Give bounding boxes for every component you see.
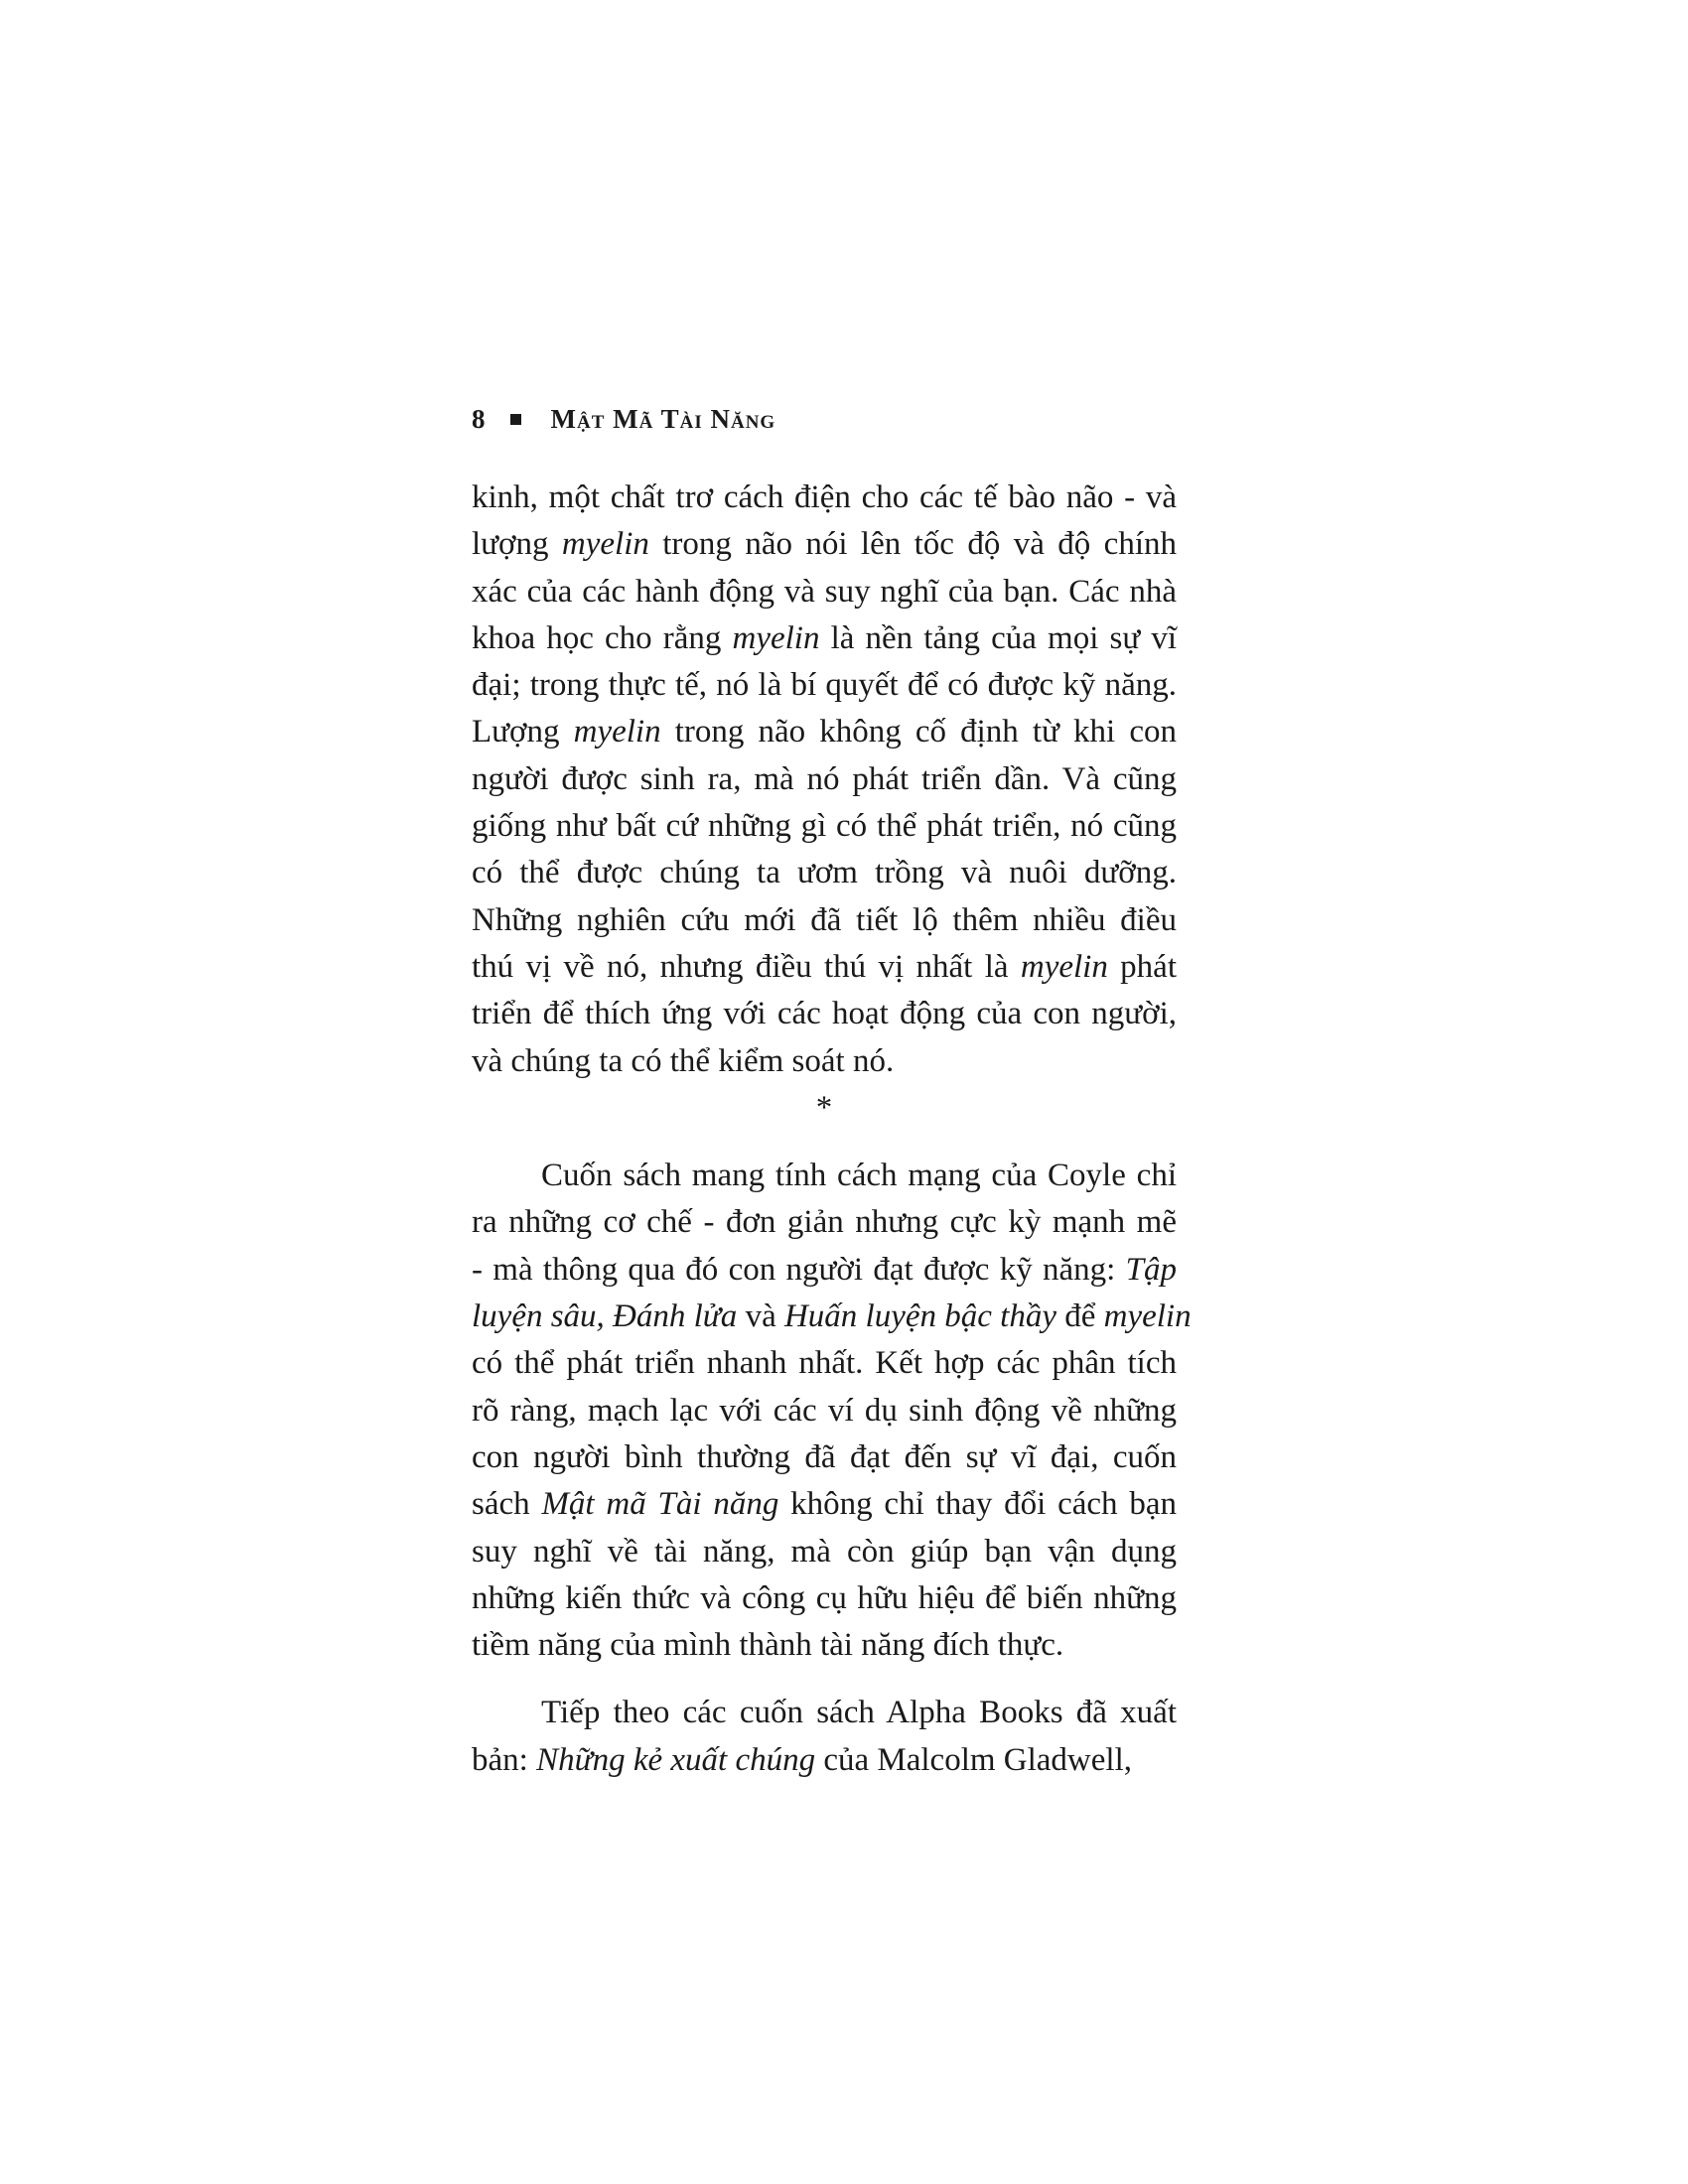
text-line <box>472 1529 1177 1575</box>
text-run: trong não nói lên tốc độ và độ chính <box>648 526 1177 563</box>
text-run: phát <box>1107 948 1177 985</box>
text-run: những kiến thức và công cụ hữu hiệu để biến những <box>472 1579 1177 1616</box>
text-run: người được sinh ra, mà nó phát triển dần. Và cũng <box>472 760 1177 797</box>
text-line <box>472 1294 1192 1340</box>
text-run: xác của các hành động và suy nghĩ của bạn. Các nhà <box>472 573 1177 610</box>
text-line <box>472 803 1177 850</box>
text-run: bản: <box>472 1741 537 1778</box>
text-run: ra những cơ chế - đơn giản nhưng cực kỳ mạnh mẽ <box>472 1204 1177 1241</box>
text-run: - mà thông qua đó con người đạt được kỹ năng: <box>472 1251 1126 1288</box>
text-line <box>472 850 1177 896</box>
italic-run: luyện sâu, Đánh lửa <box>472 1298 738 1335</box>
text-line <box>472 475 1177 521</box>
text-line <box>472 709 1177 755</box>
text-line <box>472 944 1177 991</box>
body-text <box>472 475 1192 1784</box>
text-run: Lượng <box>472 714 574 751</box>
text-line <box>472 521 1177 568</box>
text-run: khoa học cho rằng <box>472 619 733 656</box>
paragraph-1 <box>472 475 1177 1085</box>
text-line <box>472 1622 1177 1669</box>
text-run: và <box>737 1298 784 1335</box>
italic-run: myelin <box>561 526 649 563</box>
text-line <box>472 1153 1177 1199</box>
italic-run: Những kẻ xuất chúng <box>536 1741 816 1778</box>
text-run: rõ ràng, mạch lạc với các ví dụ sinh động về những <box>472 1392 1177 1429</box>
square-bullet-icon <box>510 414 521 425</box>
text-run: thú vị về nó, nhưng điều thú vị nhất là <box>472 948 1021 985</box>
text-run: tiềm năng của mình thành tài năng đích thực. <box>472 1627 1064 1664</box>
text-line <box>472 1038 1177 1085</box>
text-run: đại; trong thực tế, nó là bí quyết để có được kỹ năng. <box>472 667 1177 704</box>
section-separator: * <box>815 1089 833 1126</box>
text-run: và chúng ta có thể kiểm soát nó. <box>472 1042 895 1079</box>
text-run: để <box>1055 1298 1104 1335</box>
italic-run: Huấn luyện bậc thầy <box>783 1298 1056 1335</box>
text-line <box>472 1199 1177 1246</box>
text-line <box>472 756 1177 803</box>
italic-run: myelin <box>1020 948 1108 985</box>
text-run: Những nghiên cứu mới đã tiết lộ thêm nhiều điều <box>472 901 1177 938</box>
text-run: không chỉ thay đổi cách bạn <box>778 1486 1178 1523</box>
text-run: kinh, một chất trơ cách điện cho các tế bào não - và <box>472 479 1177 515</box>
text-line <box>472 1340 1177 1387</box>
italic-run: myelin <box>573 714 661 751</box>
italic-run: Tập <box>1125 1251 1177 1288</box>
text-line <box>472 991 1177 1037</box>
paragraph-2 <box>472 1153 1192 1669</box>
text-run: trong não không cố định từ khi con <box>660 714 1177 751</box>
text-line <box>472 1737 1177 1784</box>
text-line <box>472 1434 1177 1481</box>
text-run: sách <box>472 1486 542 1523</box>
text-run: có thể được chúng ta ươm trồng và nuôi dưỡng. <box>472 855 1177 891</box>
text-run: triển để thích ứng với các hoạt động của con người, <box>472 996 1177 1032</box>
page-number: 8 <box>472 403 487 434</box>
paragraph-3 <box>472 1690 1177 1784</box>
text-line <box>472 1575 1177 1622</box>
text-run: suy nghĩ về tài năng, mà còn giúp bạn vận dụng <box>472 1533 1177 1570</box>
italic-run: Mật mã Tài năng <box>541 1486 779 1523</box>
book-title: Mật Mã Tài Năng <box>550 403 776 434</box>
text-line <box>472 1690 1177 1736</box>
text-line <box>472 662 1177 709</box>
text-run: Tiếp theo các cuốn sách Alpha Books đã xuất <box>541 1695 1177 1731</box>
running-header <box>472 399 775 439</box>
text-run: có thể phát triển nhanh nhất. Kết hợp các phân tích <box>472 1345 1177 1382</box>
text-run: Cuốn sách mang tính cách mạng của Coyle chỉ <box>541 1158 1177 1194</box>
italic-run: myelin <box>1103 1298 1192 1335</box>
text-run: của Malcolm Gladwell, <box>815 1741 1132 1778</box>
text-run: lượng <box>472 526 562 563</box>
text-run: giống như bất cứ những gì có thể phát triển, nó cũng <box>472 808 1177 845</box>
text-run: là nền tảng của mọi sự vĩ <box>819 619 1177 656</box>
text-line <box>472 1247 1177 1294</box>
text-line <box>472 897 1177 944</box>
text-line <box>472 569 1177 615</box>
text-line <box>472 1388 1177 1434</box>
text-run: con người bình thường đã đạt đến sự vĩ đại, cuốn <box>472 1438 1177 1475</box>
text-line <box>472 1481 1177 1528</box>
text-line <box>472 615 1177 662</box>
italic-run: myelin <box>732 619 820 656</box>
